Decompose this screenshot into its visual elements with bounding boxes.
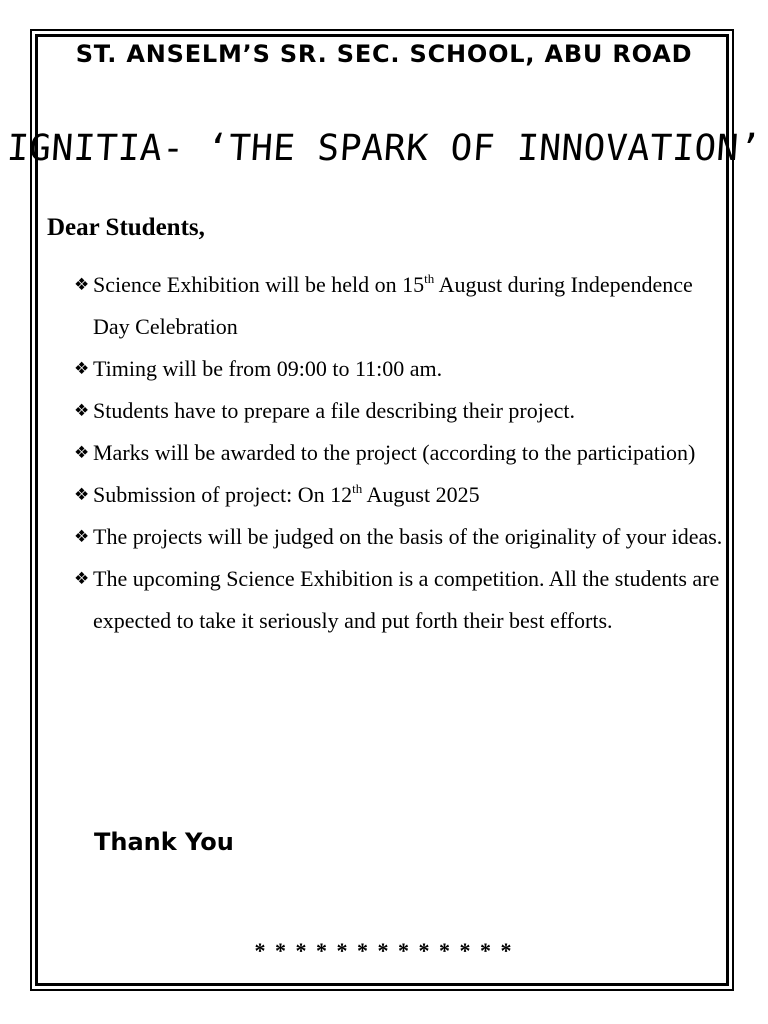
list-item-competition: ❖ The upcoming Science Exhibition is a competition. All the students are expected to take it seriously and put forth their best efforts. [74, 558, 724, 642]
event-title: IGNITIA- ‘THE SPARK OF INNOVATION’ [5, 128, 763, 169]
diamond-bullet-icon: ❖ [74, 275, 90, 295]
diamond-bullet-icon: ❖ [74, 443, 90, 463]
footer-stars: * * * * * * * * * * * * * [254, 938, 514, 963]
list-item-file: ❖ Students have to prepare a file describing their project. [74, 390, 724, 432]
diamond-bullet-icon: ❖ [74, 401, 90, 421]
diamond-bullet-icon: ❖ [74, 485, 90, 505]
list-item-exhibition: ❖ Science Exhibition will be held on 15th August during Independence Day Celebration [74, 264, 724, 348]
list-item-marks: ❖ Marks will be awarded to the project (according to the participation) [74, 432, 724, 474]
diamond-bullet-icon: ❖ [74, 527, 90, 547]
notice-list [74, 264, 724, 642]
list-item-judging: ❖ The projects will be judged on the basis of the originality of your ideas. [74, 516, 724, 558]
diamond-bullet-icon: ❖ [74, 569, 90, 589]
greeting: Dear Students, [47, 214, 205, 241]
list-item-submission: ❖ Submission of project: On 12th August 2025 [74, 474, 724, 516]
closing-text: Thank You [94, 828, 234, 856]
school-name: ST. ANSELM’S SR. SEC. SCHOOL, ABU ROAD [75, 40, 693, 68]
list-item-timing: ❖ Timing will be from 09:00 to 11:00 am. [74, 348, 724, 390]
diamond-bullet-icon: ❖ [74, 359, 90, 379]
